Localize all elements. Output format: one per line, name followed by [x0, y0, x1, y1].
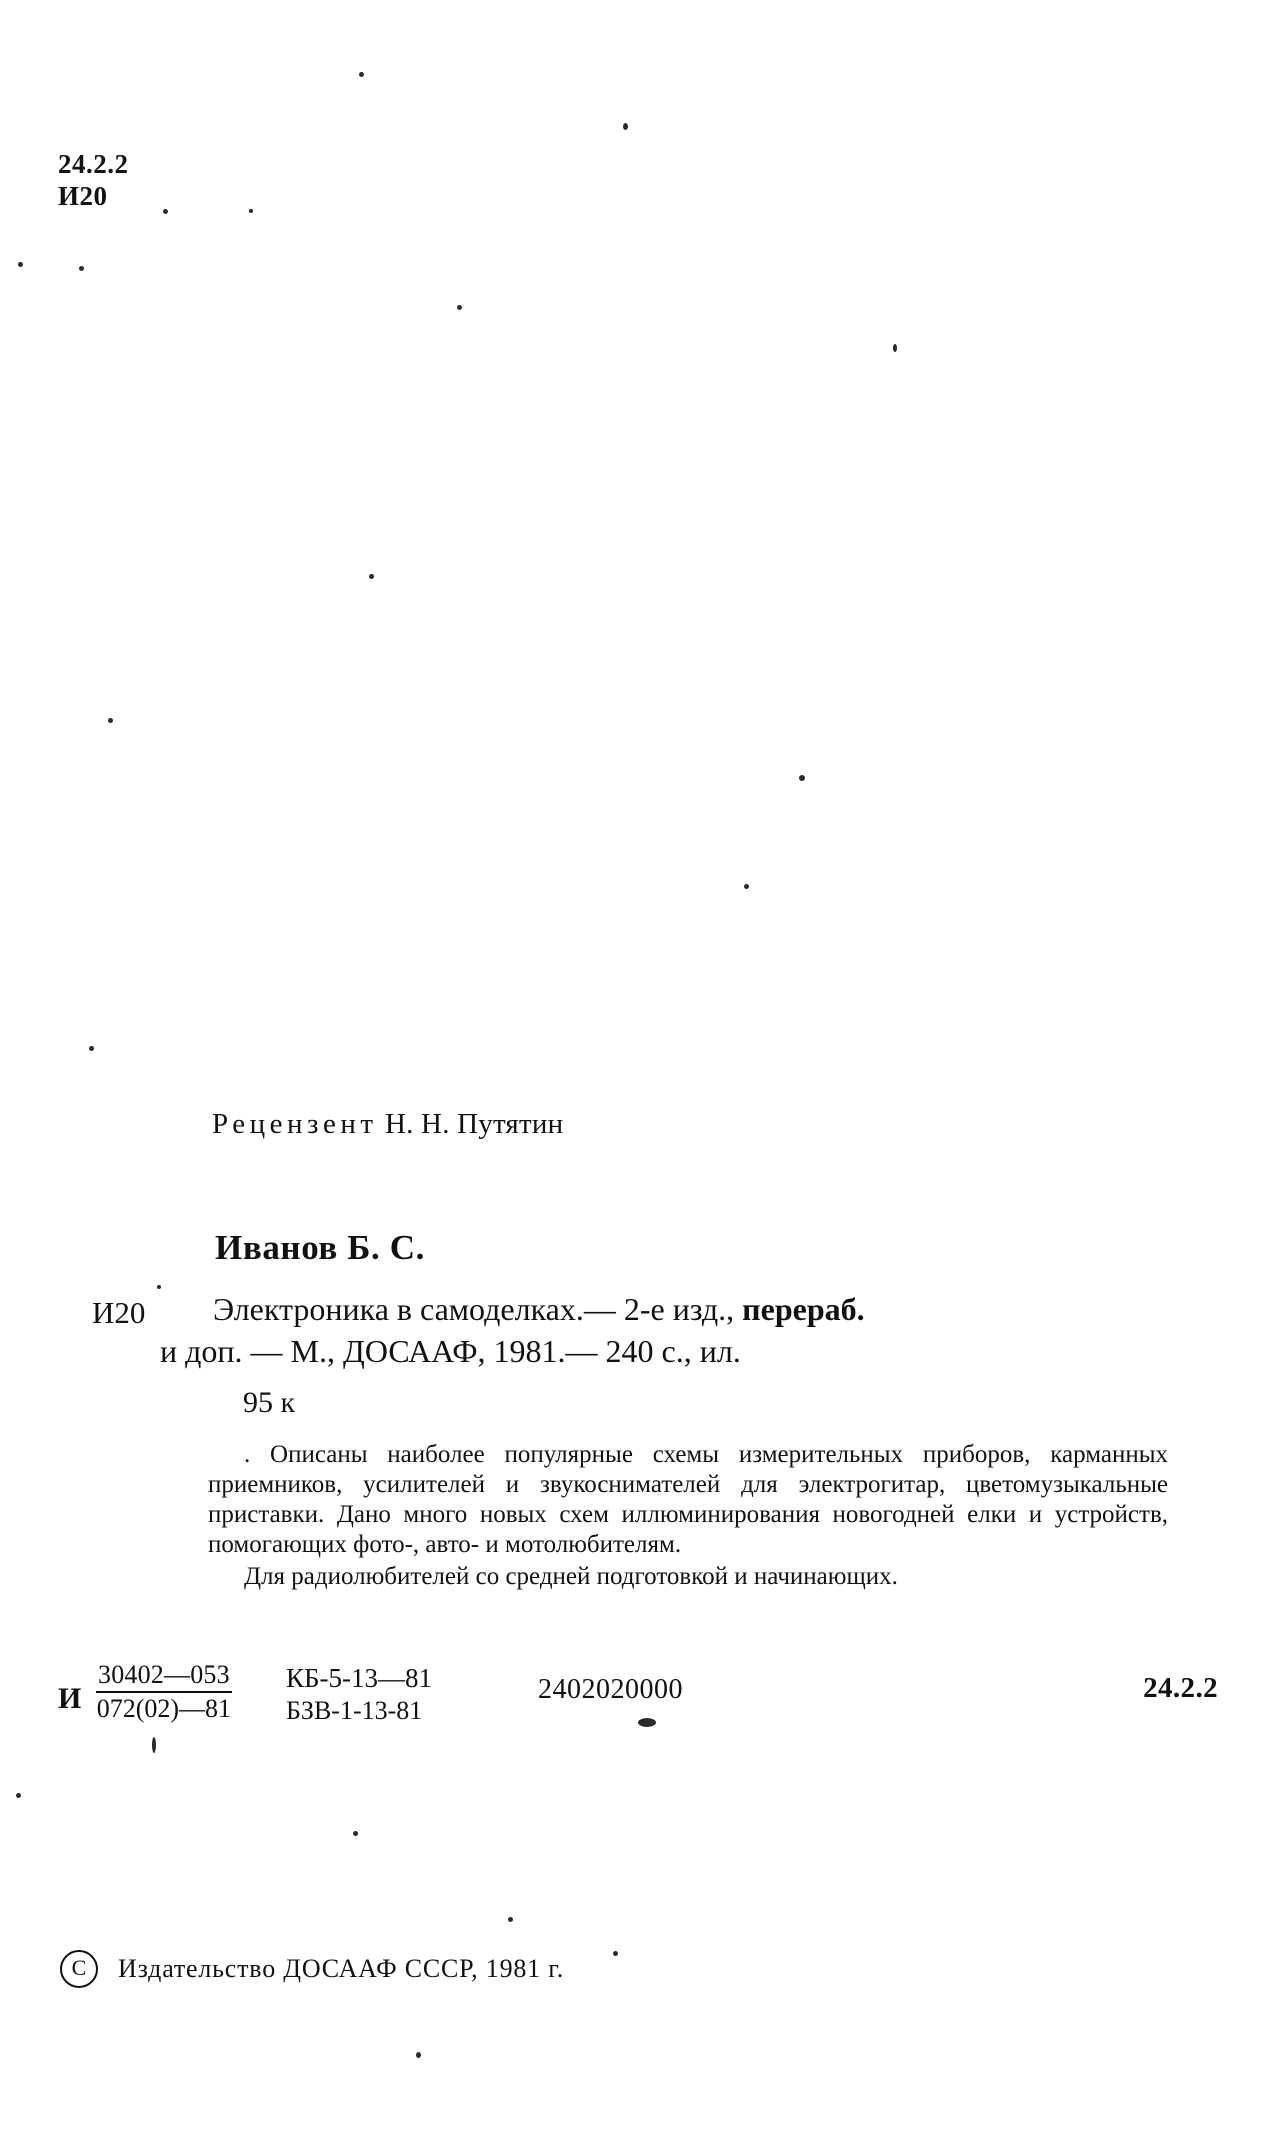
scan-speck	[613, 1951, 618, 1956]
codes-number: 2402020000	[538, 1674, 683, 1705]
scan-speck	[799, 775, 805, 781]
reviewer-label: Рецензент	[212, 1108, 378, 1140]
codes-fraction-denominator: 072(02)—81	[96, 1694, 232, 1723]
scan-speck	[108, 718, 113, 723]
classification-code-top	[58, 148, 129, 212]
codes-fraction-numerator: 30402—053	[96, 1660, 232, 1693]
scan-speck	[416, 2052, 421, 2058]
scan-speck	[16, 1793, 21, 1798]
price-label: 95 к	[243, 1386, 296, 1419]
scan-speck	[18, 262, 23, 267]
annotation-paragraph-2: Для радиолюбителей со средней подготовкой и начинающих.	[244, 1563, 898, 1590]
codes-bzv: БЗВ-1-13-81	[286, 1696, 423, 1725]
scan-speck	[249, 209, 253, 213]
codes-kb: КБ-5-13—81	[286, 1663, 432, 1693]
annotation-paragraph-1: . Описаны наиболее популярные схемы измерительных приборов, карманных приемников, усилителей и звукоснимателей для электрогитар, цветомузыкальные приставки. Дано много новых схем иллюминирования новогодней елки и устройств, помогающих фото-, авто- и мотолюбителям.	[208, 1441, 1168, 1558]
copyright-text: Издательство ДОСААФ СССР, 1981 г.	[118, 1954, 565, 1983]
codes-letter: И	[58, 1682, 82, 1715]
scan-speck	[353, 1831, 358, 1836]
bibliographic-title-line2: и доп. — М., ДОСААФ, 1981.— 240 с., ил.	[160, 1333, 741, 1369]
copyright-line	[60, 1950, 564, 1988]
scan-speck	[457, 305, 462, 310]
scan-speck	[369, 574, 374, 579]
annotation-block	[208, 1440, 1168, 1592]
bib-title-bold: перераб.	[742, 1291, 865, 1327]
publisher-codes-row	[58, 1660, 1218, 1740]
bibliographic-title-line1	[213, 1288, 1013, 1330]
bib-title-plain: Электроника в самоделках.— 2-е изд.,	[213, 1291, 743, 1327]
scan-speck	[89, 1046, 94, 1051]
codes-fraction	[96, 1660, 232, 1724]
scan-speck	[508, 1917, 513, 1922]
scan-speck	[163, 209, 168, 214]
classification-code-line2: И20	[58, 181, 108, 211]
scan-speck	[79, 266, 84, 271]
scan-speck	[623, 123, 628, 130]
classification-code-line1: 24.2.2	[58, 149, 129, 179]
bibliographic-code: И20	[92, 1295, 146, 1330]
scan-speck	[893, 344, 897, 352]
author-name: Иванов Б. С.	[215, 1228, 425, 1267]
scan-speck	[744, 884, 749, 889]
scan-speck	[152, 1737, 156, 1753]
scan-speck	[638, 1718, 656, 1727]
reviewer-name: Н. Н. Путятин	[385, 1108, 564, 1140]
scan-speck	[157, 1285, 161, 1289]
scan-speck	[359, 72, 364, 77]
reviewer-line	[212, 1108, 563, 1141]
classification-code-bottom: 24.2.2	[1143, 1672, 1218, 1704]
copyright-icon: C	[60, 1950, 98, 1988]
